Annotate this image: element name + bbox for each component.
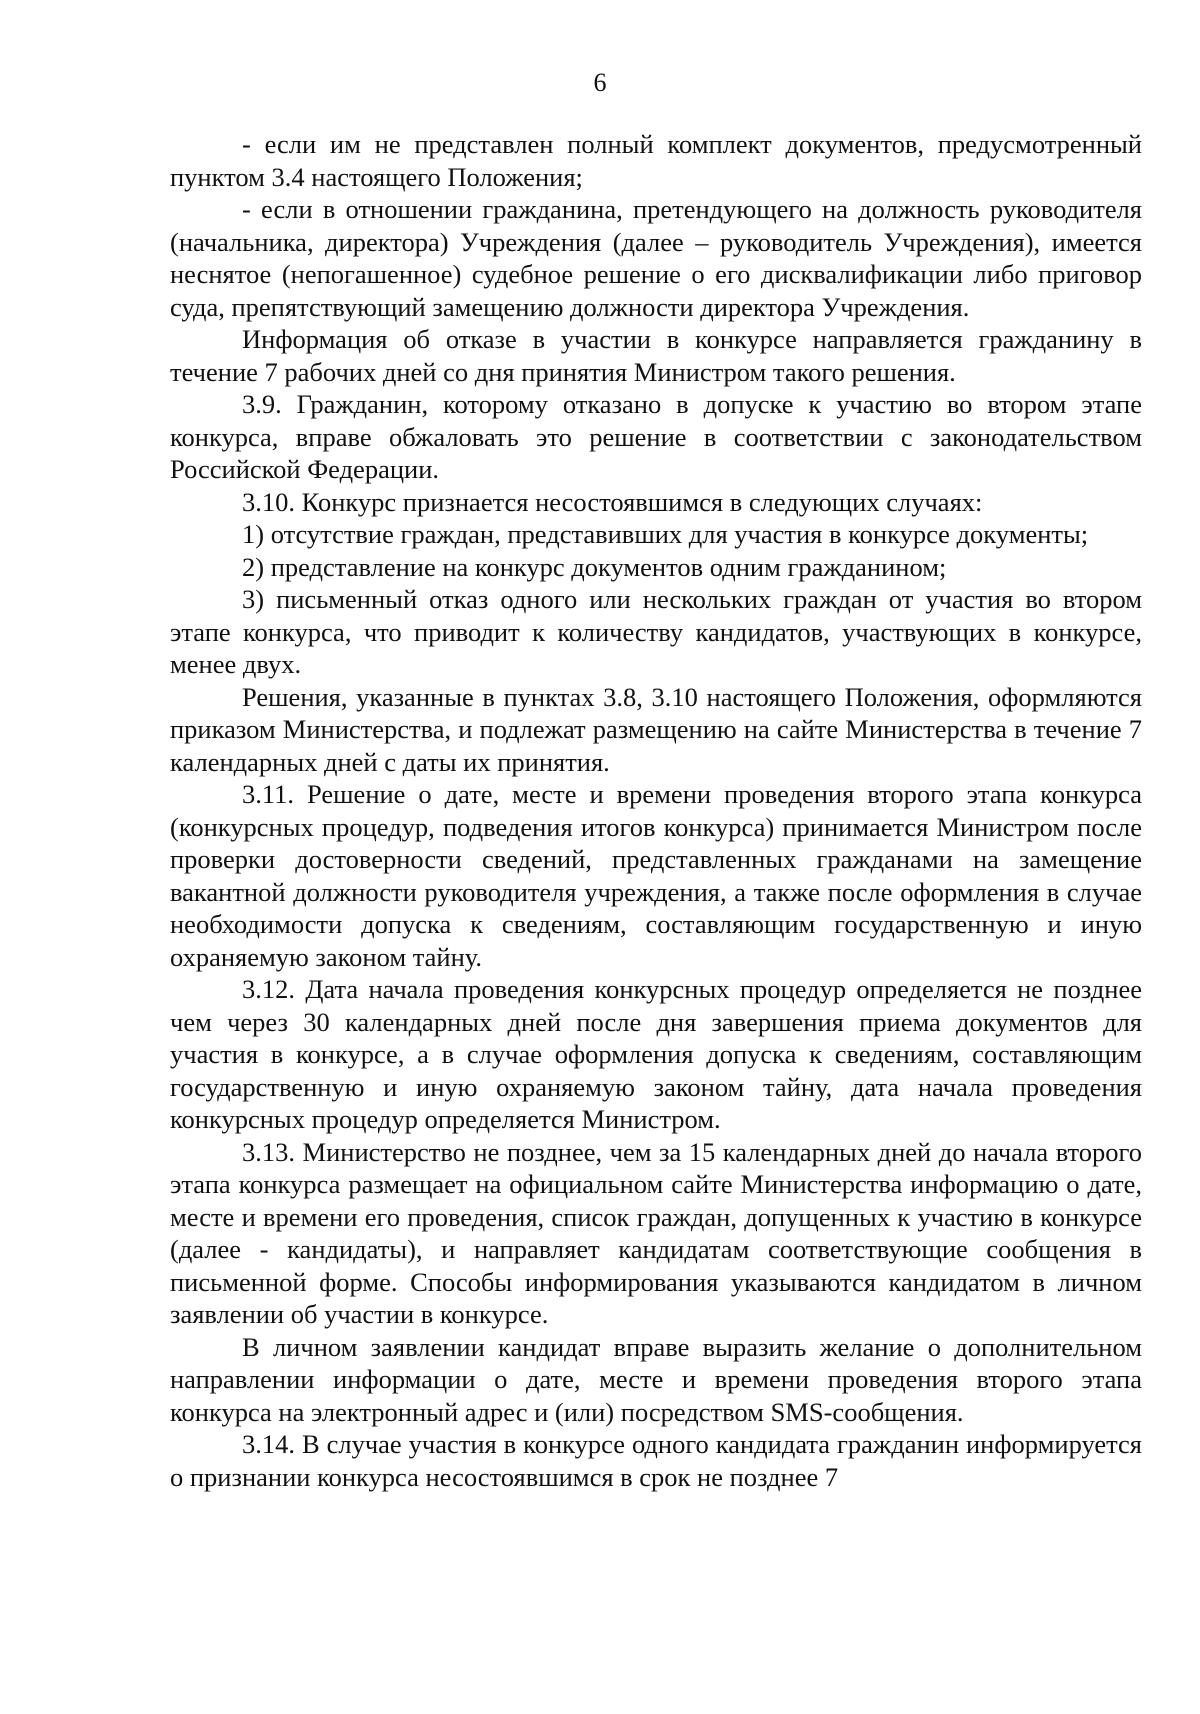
paragraph-3-10: 3.10. Конкурс признается несостоявшимся в следующих случаях:	[242, 486, 983, 517]
paragraph-3-10-item-1: 1) отсутствие граждан, представивших для участия в конкурсе документы;	[242, 519, 1089, 549]
paragraph-refusal-notice: Информация об отказе в участии в конкурсе направляется гражданину в течение 7 рабочих дней со дня принятия Министром такого решения.	[170, 324, 1142, 387]
paragraph-3-12: 3.12. Дата начала проведения конкурсных процедур определяется не позднее чем через 30 календарных дней после дня завершения приема документов для участия в конкурсе, а в случае оформления допуска к сведениям, составляющим государственную и иную охраняемую законом тайну, дата начала проведения конкурсных процедур определяется Министром.	[170, 974, 1142, 1134]
paragraph-3-10-item-2: 2) представление на конкурс документов одним гражданином;	[242, 551, 947, 582]
paragraph-disqualification: - если в отношении гражданина, претендующего на должность руководителя (начальника, директора) Учреждения (далее – руководитель Учреждения), имеется неснятое (непогашенное) судебное решение о его дисквалификации либо приговор суда, препятствующий замещению должности директора Учреждения.	[170, 194, 1142, 322]
paragraph-decisions: Решения, указанные в пунктах 3.8, 3.10 настоящего Положения, оформляются приказом Министерства, и подлежат размещению на сайте Министерства в течение 7 календарных дней с даты их принятия.	[170, 681, 1142, 777]
paragraph-3-10-item-3: 3) письменный отказ одного или нескольких граждан от участия во втором этапе конкурса, что приводит к количеству кандидатов, участвующих в конкурсе, менее двух.	[170, 584, 1142, 679]
page-number: 6	[593, 68, 607, 97]
paragraph-3-14: 3.14. В случае участия в конкурсе одного кандидата гражданин информируется о признании конкурса несостоявшимся в срок не позднее 7	[170, 1429, 1142, 1492]
paragraph-incomplete-documents: - если им не представлен полный комплект документов, предусмотренный пунктом 3.4 настоящего Положения;	[170, 129, 1142, 192]
paragraph-3-9: 3.9. Гражданин, которому отказано в допуске к участию во втором этапе конкурса, вправе обжаловать это решение в соответствии с законодательством Российской Федерации.	[170, 389, 1142, 484]
paragraph-3-13: 3.13. Министерство не позднее, чем за 15 календарных дней до начала второго этапа конкурса размещает на официальном сайте Министерства информацию о дате, месте и времени его проведения, список граждан, допущенных к участию в конкурсе (далее - кандидаты), и направляет кандидатам соответствующие сообщения в письменной форме. Способы информирования указываются кандидатом в личном заявлении об участии в конкурсе.	[170, 1136, 1142, 1329]
paragraph-3-11: 3.11. Решение о дате, месте и времени проведения второго этапа конкурса (конкурсных процедур, подведения итогов конкурса) принимается Министром после проверки достоверности сведений, представленных гражданами на замещение вакантной должности руководителя учреждения, а также после оформления в случае необходимости допуска к сведениям, составляющим государственную и иную охраняемую законом тайну.	[170, 779, 1142, 972]
paragraph-personal-statement: В личном заявлении кандидат вправе выразить желание о дополнительном направлении информации о дате, месте и времени проведения второго этапа конкурса на электронный адрес и (или) посредством SMS-сообщения.	[170, 1331, 1142, 1427]
document-body	[170, 128, 1142, 1493]
